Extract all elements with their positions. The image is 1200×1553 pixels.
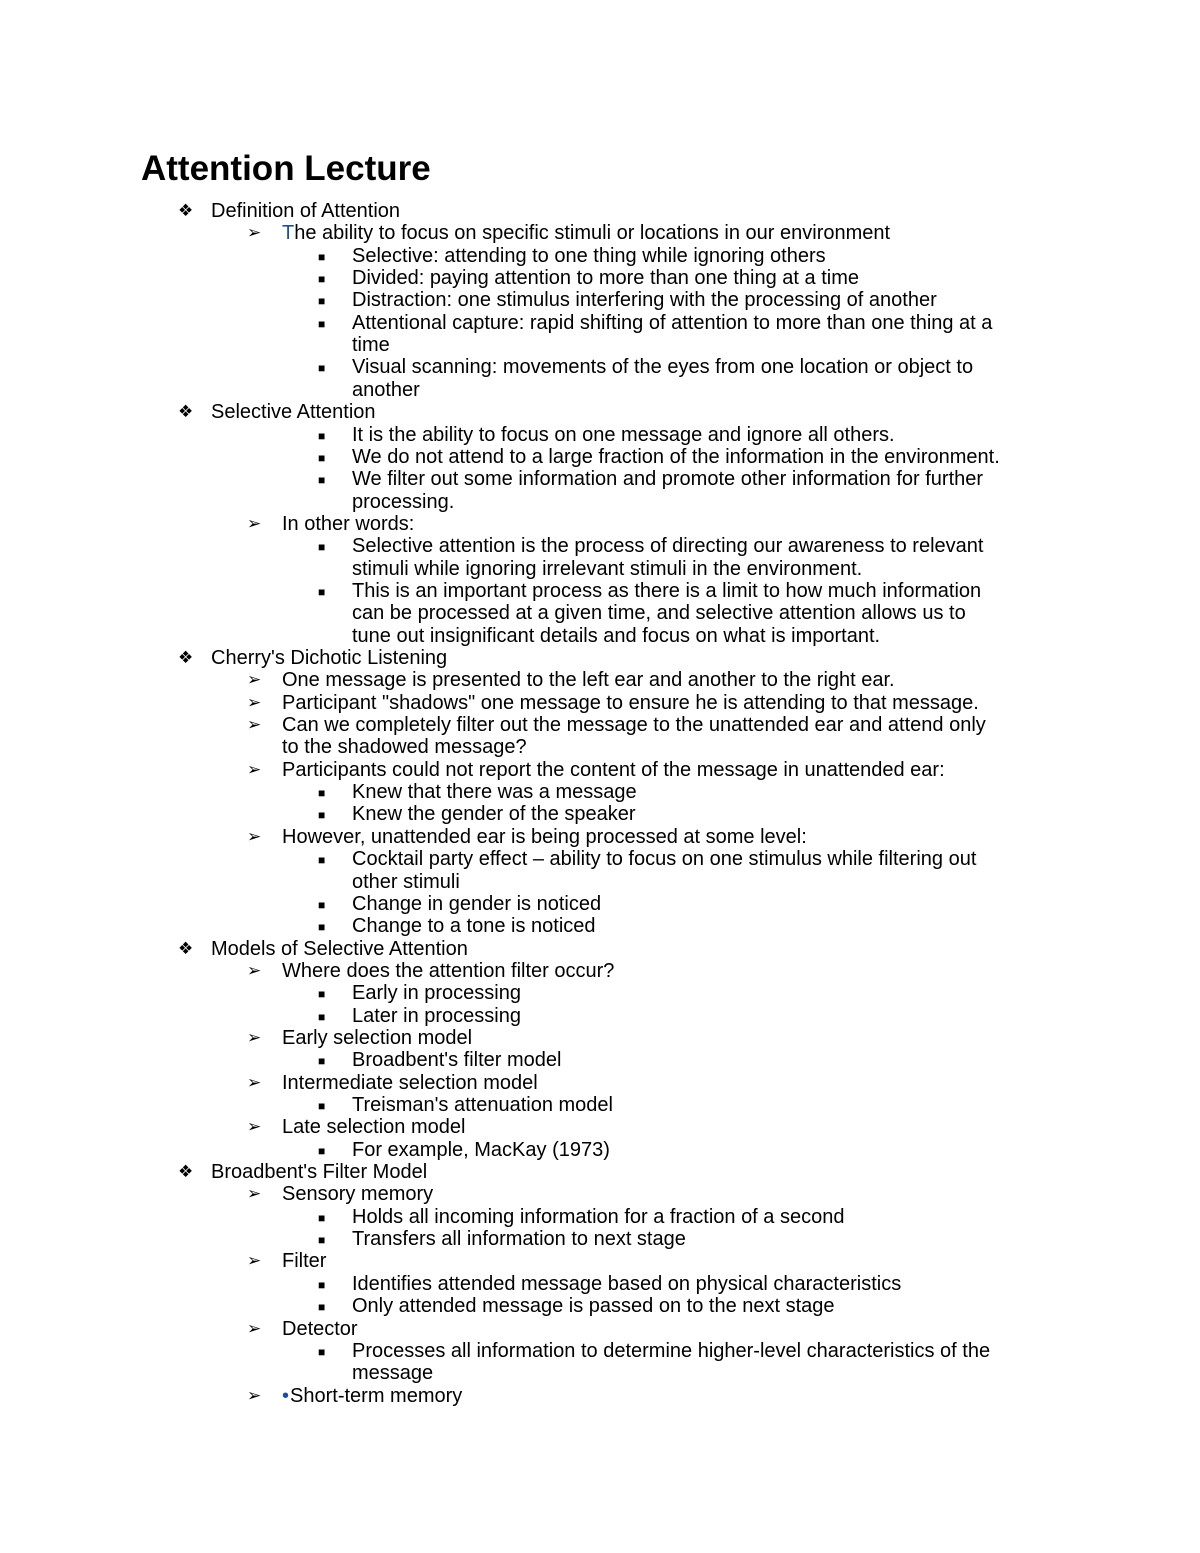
bullet-level-1-icon: ❖	[178, 201, 194, 220]
outline-item-text: It is the ability to focus on one message and ignore all others.	[352, 423, 895, 446]
bullet-level-2-icon: ➢	[247, 513, 262, 533]
bullet-level-2-icon: ➢	[247, 1385, 262, 1405]
bullet-level-3-icon: ■	[318, 249, 326, 264]
outline-item-text: Late selection model	[282, 1116, 466, 1139]
outline-item-text: The ability to focus on specific stimuli or locations in our environment	[282, 222, 891, 245]
outline-item-text: This is an important process as there is a limit to how much information	[352, 579, 982, 602]
outline-item-text: Attentional capture: rapid shifting of attention to more than one thing at a	[352, 311, 993, 334]
outline-item-text: tune out insignificant details and focus on what is important.	[352, 624, 881, 647]
outline-item-text: Definition of Attention	[211, 200, 401, 222]
outline-item-text: However, unattended ear is being processed at some level:	[282, 825, 807, 848]
bullet-level-1-icon: ❖	[178, 402, 194, 422]
bullet-level-3-icon: ■	[318, 808, 326, 823]
bullet-level-3-icon: ■	[318, 987, 326, 1002]
bullet-level-3-icon: ■	[318, 272, 326, 287]
bullet-level-3-icon: ■	[318, 316, 326, 331]
outline-item-text: Models of Selective Attention	[211, 937, 468, 960]
outline-item-text: Only attended message is passed on to the next stage	[352, 1295, 835, 1318]
page-title: Attention Lecture	[141, 149, 431, 188]
outline-item-text: processing.	[352, 490, 455, 513]
bullet-level-3-icon: ■	[318, 920, 326, 935]
outline-item-text: Holds all incoming information for a fraction of a second	[352, 1205, 845, 1228]
outline-item-text: Distraction: one stimulus interfering with the processing of another	[352, 289, 937, 312]
bullet-level-3-icon: ■	[318, 361, 326, 376]
outline-item-text: Cherry's Dichotic Listening	[211, 647, 448, 669]
outline-item-text: Selective attention is the process of directing our awareness to relevant	[352, 535, 984, 558]
outline-item-text: Later in processing	[352, 1004, 521, 1027]
outline-item-text: another	[352, 378, 420, 401]
outline-item-text: Selective: attending to one thing while ignoring others	[352, 244, 826, 267]
bullet-level-3-icon: ■	[318, 1233, 326, 1248]
outline-item-text: message	[352, 1362, 434, 1385]
outline-item-text: Participant "shadows" one message to ensure he is attending to that message.	[282, 691, 979, 714]
outline-item-text: time	[352, 334, 390, 357]
outline-item-text: •Short-term memory	[282, 1384, 463, 1407]
bullet-level-2-icon: ➢	[247, 1027, 262, 1047]
outline-item-text: Change to a tone is noticed	[352, 915, 596, 938]
bullet-level-2-icon: ➢	[247, 1251, 262, 1271]
outline-item-text: Knew the gender of the speaker	[352, 803, 636, 826]
bullet-level-2-icon: ➢	[247, 715, 262, 735]
bullet-level-3-icon: ■	[318, 540, 326, 555]
bullet-level-1-icon: ❖	[178, 1162, 194, 1182]
bullet-level-3-icon: ■	[318, 1143, 326, 1158]
outline-item-text: Can we completely filter out the message to the unattended ear and attend only	[282, 714, 986, 737]
bullet-level-2-icon: ➢	[247, 223, 262, 243]
bullet-level-2-icon: ➢	[247, 1072, 262, 1092]
outline-item-text: Identifies attended message based on physical characteristics	[352, 1272, 902, 1295]
outline-item-text: Processes all information to determine higher-level characteristics of the	[352, 1339, 991, 1362]
outline-item-text: Early selection model	[282, 1026, 473, 1049]
outline-item-text: Cocktail party effect – ability to focus on one stimulus while filtering out	[352, 848, 977, 871]
outline-item-text: Treisman's attenuation model	[352, 1094, 613, 1116]
bullet-level-3-icon: ■	[318, 1300, 326, 1315]
bullet-level-2-icon: ➢	[247, 759, 262, 779]
outline-item-text: stimuli while ignoring irrelevant stimuli in the environment.	[352, 557, 863, 580]
bullet-level-3-icon: ■	[318, 1210, 326, 1225]
bullet-level-2-icon: ➢	[247, 1184, 262, 1204]
bullet-level-2-icon: ➢	[247, 826, 262, 846]
outline-item-text: Change in gender is noticed	[352, 892, 602, 915]
outline-item-text: Broadbent's Filter Model	[211, 1161, 428, 1184]
outline-item-text: In other words:	[282, 512, 415, 535]
outline-item-text: Selective Attention	[211, 401, 376, 424]
bullet-level-2-icon: ➢	[247, 960, 262, 980]
bullet-level-3-icon: ■	[318, 1344, 326, 1359]
outline-item-text: Visual scanning: movements of the eyes from one location or object to	[352, 356, 974, 379]
bullet-level-2-icon: ➢	[247, 692, 262, 712]
bullet-level-3-icon: ■	[318, 450, 326, 465]
bullet-level-1-icon: ❖	[178, 938, 194, 958]
outline-item-text: Sensory memory	[282, 1183, 434, 1206]
outline-item-text: Intermediate selection model	[282, 1071, 538, 1094]
outline-item-text: other stimuli	[352, 870, 460, 893]
bullet-level-3-icon: ■	[318, 786, 326, 801]
outline-item-text: We filter out some information and promote other information for further	[352, 468, 984, 491]
bullet-level-1-icon: ❖	[178, 648, 194, 667]
bullet-level-3-icon: ■	[318, 853, 326, 868]
bullet-level-3-icon: ■	[318, 1009, 326, 1024]
outline-item-text: Broadbent's filter model	[352, 1049, 562, 1072]
outline-item-text: Transfers all information to next stage	[352, 1228, 686, 1251]
bullet-level-3-icon: ■	[318, 1099, 326, 1113]
outline-item-text: Where does the attention filter occur?	[282, 959, 615, 982]
bullet-level-2-icon: ➢	[247, 1117, 262, 1137]
bullet-level-3-icon: ■	[318, 294, 326, 309]
outline-item-text: Early in processing	[352, 982, 521, 1005]
outline-item-text: Detector	[282, 1317, 358, 1340]
outline-item-text: Divided: paying attention to more than one thing at a time	[352, 267, 859, 290]
bullet-level-3-icon: ■	[318, 428, 326, 443]
outline-item-text: Filter	[282, 1250, 327, 1273]
bullet-level-3-icon: ■	[318, 897, 326, 912]
bullet-level-3-icon: ■	[318, 584, 326, 599]
outline-item-text: We do not attend to a large fraction of the information in the environment.	[352, 445, 1000, 468]
prefix-dot: •	[282, 1384, 290, 1407]
outline-item-text: For example, MacKay (1973)	[352, 1138, 610, 1161]
bullet-level-3-icon: ■	[318, 1054, 326, 1069]
bullet-level-3-icon: ■	[318, 473, 326, 488]
outline-item-text: One message is presented to the left ear and another to the right ear.	[282, 669, 895, 692]
bullet-level-3-icon: ■	[318, 1277, 326, 1292]
outline-item-text: can be processed at a given time, and selective attention allows us to	[352, 602, 966, 625]
bullet-level-2-icon: ➢	[247, 670, 262, 690]
outline-item-text: to the shadowed message?	[282, 736, 527, 759]
bullet-level-2-icon: ➢	[247, 1318, 262, 1338]
outline-item-text: Participants could not report the content of the message in unattended ear:	[282, 758, 945, 781]
outline-item-text: Knew that there was a message	[352, 781, 637, 804]
